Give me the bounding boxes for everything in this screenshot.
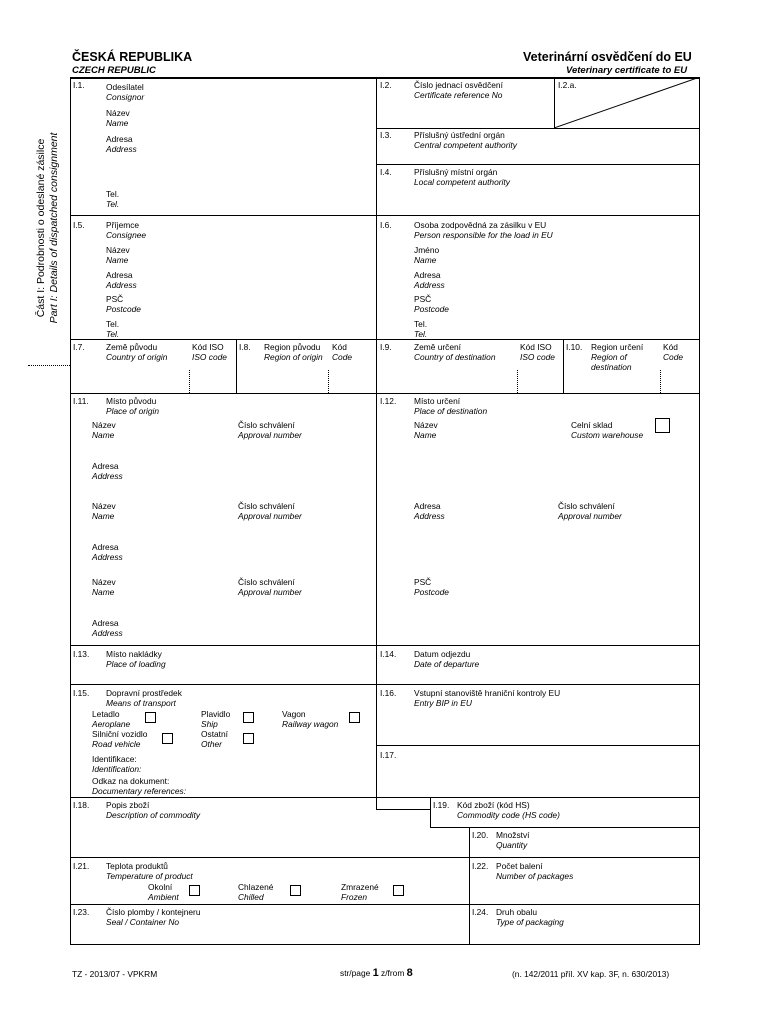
field-num-8: I.8.: [239, 342, 251, 352]
person-postcode-label-en: Postcode: [414, 304, 449, 314]
loading-place-label-en: Place of loading: [106, 659, 166, 669]
commodity-desc-label-en: Description of commodity: [106, 810, 201, 820]
dest-approval-label-en: Approval number: [558, 511, 622, 521]
origin-iso-label: Kód ISO: [192, 342, 224, 352]
quantity-label-en: Quantity: [496, 840, 528, 850]
dest-address-label-en: Address: [414, 511, 445, 521]
consignee-label: Příjemce: [106, 220, 140, 230]
railway-label-en: Railway wagon: [282, 719, 339, 729]
origin-name-label-en-1: Name: [92, 430, 115, 440]
origin-address-label-en-2: Address: [92, 552, 123, 562]
legal-reference: (n. 142/2011 příl. XV kap. 3F, n. 630/2013): [512, 969, 670, 979]
country-dest-label-en: Country of destination: [414, 352, 496, 362]
frozen-checkbox[interactable]: [393, 885, 404, 896]
field-num-19: I.19.: [433, 800, 450, 810]
person-tel-label: Tel.: [414, 319, 428, 329]
ambient-label-en: Ambient: [148, 892, 179, 902]
road-vehicle-label-en: Road vehicle: [92, 739, 141, 749]
customs-warehouse-checkbox[interactable]: [655, 418, 670, 433]
aeroplane-label-en: Aeroplane: [92, 719, 131, 729]
certificate-title-en: Veterinary certificate to EU: [566, 65, 688, 76]
cert-ref-label: Číslo jednací osvědčení: [414, 80, 503, 90]
field-num-6: I.6.: [380, 220, 392, 230]
road-vehicle-checkbox[interactable]: [162, 733, 173, 744]
field-num-22: I.22.: [472, 861, 489, 871]
person-address-label: Adresa: [414, 270, 441, 280]
cert-ref-label-en: Certificate reference No: [414, 90, 503, 100]
person-postcode-label: PSČ: [414, 294, 432, 304]
doc-ref-label-en: Documentary references:: [92, 786, 187, 796]
origin-address-label-3: Adresa: [92, 618, 119, 628]
consignor-tel-label-en: Tel.: [106, 199, 120, 209]
entry-bip-label-en: Entry BIP in EU: [414, 698, 472, 708]
dest-address-label: Adresa: [414, 501, 441, 511]
country-origin-label: Země původu: [106, 342, 158, 352]
consignee-address-label-en: Address: [106, 280, 137, 290]
responsible-person-label-en: Person responsible for the load in EU: [414, 230, 553, 240]
field-num-3: I.3.: [380, 130, 392, 140]
origin-approval-label-3: Číslo schválení: [238, 577, 295, 587]
origin-approval-label-en-1: Approval number: [238, 430, 302, 440]
field-num-18: I.18.: [73, 800, 90, 810]
person-name-label: Jméno: [414, 245, 440, 255]
chilled-label-en: Chilled: [238, 892, 264, 902]
origin-approval-label-en-2: Approval number: [238, 511, 302, 521]
consignee-tel-label-en: Tel.: [106, 329, 120, 339]
place-origin-label-en: Place of origin: [106, 406, 160, 416]
customs-warehouse-label-en: Custom warehouse: [571, 430, 644, 440]
part-one-side-label: Část I: Podrobnosti o odeslané zásilce Part I: Details of dispatched consignment: [35, 132, 60, 323]
field-num-15: I.15.: [73, 688, 90, 698]
country-dest-label: Země určení: [414, 342, 462, 352]
field-num-9: I.9.: [380, 342, 392, 352]
seal-label-en: Seal / Container No: [106, 917, 180, 927]
packages-label: Počet balení: [496, 861, 543, 871]
chilled-checkbox[interactable]: [290, 885, 301, 896]
origin-address-label-en-3: Address: [92, 628, 123, 638]
field-num-14: I.14.: [380, 649, 397, 659]
origin-iso-label-en: ISO code: [192, 352, 227, 362]
hs-code-label-en: Commodity code (HS code): [457, 810, 560, 820]
consignor-address-label: Adresa: [106, 134, 133, 144]
consignee-label-en: Consignee: [106, 230, 147, 240]
railway-label: Vagon: [282, 709, 306, 719]
chilled-label: Chlazené: [238, 882, 274, 892]
field-num-21: I.21.: [73, 861, 90, 871]
commodity-desc-label: Popis zboží: [106, 800, 150, 810]
origin-name-label-3: Název: [92, 577, 116, 587]
field-num-17: I.17.: [380, 750, 397, 760]
identification-label-en: Identification:: [92, 764, 142, 774]
entry-bip-label: Vstupní stanoviště hraniční kontroly EU: [414, 688, 561, 698]
dest-code-label: Kód: [663, 342, 678, 352]
origin-approval-label-1: Číslo schválení: [238, 420, 295, 430]
field-num-5: I.5.: [73, 220, 85, 230]
field-num-1: I.1.: [73, 80, 85, 90]
local-authority-label-en: Local competent authority: [414, 177, 510, 187]
region-origin-label: Region původu: [264, 342, 321, 352]
road-vehicle-label: Silniční vozidlo: [92, 729, 148, 739]
frozen-label: Zmrazené: [341, 882, 379, 892]
region-origin-label-en: Region of origin: [264, 352, 323, 362]
person-name-label-en: Name: [414, 255, 437, 265]
place-origin-label: Místo původu: [106, 396, 157, 406]
field-num-20: I.20.: [472, 830, 489, 840]
dest-postcode-label: PSČ: [414, 577, 432, 587]
field-num-2: I.2.: [380, 80, 392, 90]
field-num-7: I.7.: [73, 342, 85, 352]
dest-name-label: Název: [414, 420, 438, 430]
consignee-postcode-label: PSČ: [106, 294, 124, 304]
origin-code-label-en: Code: [332, 352, 353, 362]
doc-ref-label: Odkaz na dokument:: [92, 776, 170, 786]
central-authority-label-en: Central competent authority: [414, 140, 517, 150]
responsible-person-label: Osoba zodpovědná za zásilku v EU: [414, 220, 547, 230]
consignee-name-label: Název: [106, 245, 130, 255]
packaging-type-label: Druh obalu: [496, 907, 537, 917]
origin-address-label-2: Adresa: [92, 542, 119, 552]
consignor-label-en: Consignor: [106, 92, 145, 102]
frozen-label-en: Frozen: [341, 892, 368, 902]
customs-warehouse-label: Celní sklad: [571, 420, 613, 430]
local-authority-label: Příslušný místní orgán: [414, 167, 498, 177]
field-num-23: I.23.: [73, 907, 90, 917]
person-address-label-en: Address: [414, 280, 445, 290]
ship-checkbox[interactable]: [243, 712, 254, 723]
departure-date-label-en: Date of departure: [414, 659, 480, 669]
consignee-address-label: Adresa: [106, 270, 133, 280]
origin-approval-label-en-3: Approval number: [238, 587, 302, 597]
dest-iso-label-en: ISO code: [520, 352, 555, 362]
dest-code-label-en: Code: [663, 352, 684, 362]
consignor-label: Odesílatel: [106, 82, 144, 92]
railway-checkbox[interactable]: [349, 712, 360, 723]
ship-label-en: Ship: [201, 719, 218, 729]
consignee-tel-label: Tel.: [106, 319, 120, 329]
origin-name-label-1: Název: [92, 420, 116, 430]
field-num-11: I.11.: [73, 396, 89, 406]
country-title-en: CZECH REPUBLIC: [72, 65, 156, 76]
field-num-24: I.24.: [472, 907, 489, 917]
aeroplane-checkbox[interactable]: [145, 712, 156, 723]
temperature-label: Teplota produktů: [106, 861, 168, 871]
packaging-type-label-en: Type of packaging: [496, 917, 564, 927]
other-label: Ostatní: [201, 729, 228, 739]
certificate-title: Veterinární osvědčení do EU: [523, 50, 692, 64]
consignor-name-label-en: Name: [106, 118, 129, 128]
origin-approval-label-2: Číslo schválení: [238, 501, 295, 511]
seal-label: Číslo plomby / kontejneru: [106, 907, 201, 917]
packages-label-en: Number of packages: [496, 871, 574, 881]
page-indicator: str/page 1 z/from 8: [340, 967, 413, 979]
ambient-checkbox[interactable]: [189, 885, 200, 896]
field-num-12: I.12.: [380, 396, 397, 406]
field-num-4: I.4.: [380, 167, 392, 177]
region-dest-label-en1: Region of: [591, 352, 627, 362]
field-num-16: I.16.: [380, 688, 397, 698]
field-num-13: I.13.: [73, 649, 90, 659]
departure-date-label: Datum odjezdu: [414, 649, 471, 659]
place-dest-label: Místo určení: [414, 396, 461, 406]
identification-label: Identifikace:: [92, 754, 137, 764]
origin-name-label-en-2: Name: [92, 511, 115, 521]
ambient-label: Okolní: [148, 882, 173, 892]
other-checkbox[interactable]: [243, 733, 254, 744]
consignor-address-label-en: Address: [106, 144, 137, 154]
country-origin-label-en: Country of origin: [106, 352, 168, 362]
origin-address-label-en-1: Address: [92, 471, 123, 481]
consignor-name-label: Název: [106, 108, 130, 118]
transport-label-en: Means of transport: [106, 698, 176, 708]
person-tel-label-en: Tel.: [414, 329, 428, 339]
dest-postcode-label-en: Postcode: [414, 587, 449, 597]
origin-name-label-2: Název: [92, 501, 116, 511]
region-dest-label: Region určení: [591, 342, 644, 352]
field-num-10: I.10.: [566, 342, 583, 352]
hs-code-label: Kód zboží (kód HS): [457, 800, 530, 810]
region-dest-label-en2: destination: [591, 362, 632, 372]
transport-label: Dopravní prostředek: [106, 688, 182, 698]
consignee-name-label-en: Name: [106, 255, 129, 265]
dest-iso-label: Kód ISO: [520, 342, 552, 352]
dest-approval-label: Číslo schválení: [558, 501, 615, 511]
dest-name-label-en: Name: [414, 430, 437, 440]
ship-label: Plavidlo: [201, 709, 231, 719]
consignor-tel-label: Tel.: [106, 189, 120, 199]
origin-code-label: Kód: [332, 342, 347, 352]
other-label-en: Other: [201, 739, 222, 749]
temperature-label-en: Temperature of product: [106, 871, 193, 881]
form-code: TZ - 2013/07 - VPKRM: [72, 969, 158, 979]
place-dest-label-en: Place of destination: [414, 406, 488, 416]
loading-place-label: Místo nakládky: [106, 649, 162, 659]
aeroplane-label: Letadlo: [92, 709, 120, 719]
origin-name-label-en-3: Name: [92, 587, 115, 597]
origin-address-label-1: Adresa: [92, 461, 119, 471]
consignee-postcode-label-en: Postcode: [106, 304, 141, 314]
field-num-2a: I.2.a.: [558, 80, 577, 90]
country-title: ČESKÁ REPUBLIKA: [72, 50, 193, 64]
central-authority-label: Příslušný ústřední orgán: [414, 130, 505, 140]
quantity-label: Množství: [496, 830, 530, 840]
